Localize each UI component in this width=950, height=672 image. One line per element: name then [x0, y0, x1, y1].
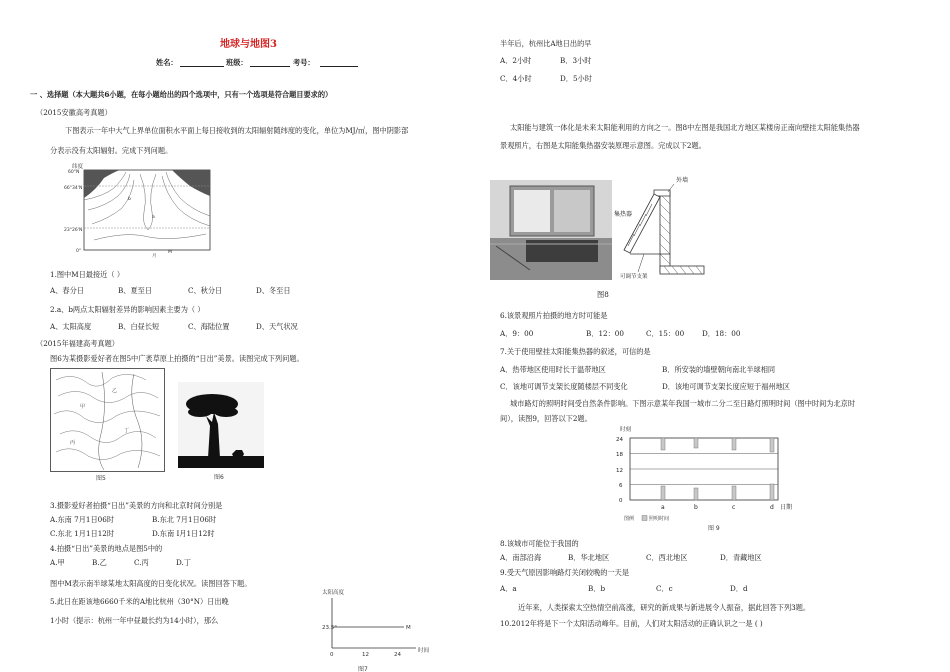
- svg-text:丙: 丙: [70, 440, 76, 446]
- class-field[interactable]: [250, 66, 290, 67]
- q2-option[interactable]: D、天气状况: [256, 322, 298, 331]
- fig9-legend-item: 照明时间: [649, 516, 670, 522]
- q1-option[interactable]: B、夏至日: [118, 286, 153, 295]
- q8-option[interactable]: A．南部沿海: [500, 553, 542, 562]
- fig1-point-label: b: [128, 197, 131, 202]
- radiation-latitude-figure: [44, 160, 244, 260]
- fig1-tick: 23°26'N: [64, 228, 83, 233]
- topographic-map-figure: [50, 368, 165, 482]
- q7-option[interactable]: B．所安装的墙壁朝向南北半球相同: [662, 365, 776, 374]
- solar-collector-photo: [490, 180, 612, 280]
- bracket-label: 可调节支架: [620, 274, 648, 280]
- fig9-y-tick: 12: [616, 468, 623, 474]
- fig9-morning-bar-a: [661, 486, 665, 500]
- svg-text:甲: 甲: [80, 404, 86, 410]
- fig7-x-tick: 24: [394, 652, 401, 658]
- fig7-xlabel: 时间: [418, 648, 430, 654]
- fig7-caption: 图7: [358, 666, 368, 672]
- q7-option[interactable]: C．该地可调节支架长度随楼层不同变化: [500, 382, 628, 391]
- question-5-part-b: 1小时（提示：杭州一年中昼最长约为14小时），那么: [50, 616, 219, 625]
- fig8-caption: 图8: [597, 290, 609, 299]
- question-10: 10.2012年将是下一个太阳活动峰年。目前，人们对太阳活动的正确认识之一是 ( ): [500, 619, 763, 628]
- svg-text:丁: 丁: [124, 428, 130, 434]
- question-5-part-c: 半年后，杭州比A地日出的早: [500, 39, 592, 48]
- street-light-chart: [608, 422, 822, 534]
- svg-text:乙: 乙: [112, 388, 118, 394]
- q6-option[interactable]: A．9：00: [500, 329, 534, 338]
- fig9-x-tick: a: [661, 504, 665, 511]
- fig9-x-tick: d: [770, 504, 774, 511]
- fig9-x-tick: c: [732, 504, 736, 511]
- q1-option[interactable]: C、秋分日: [188, 286, 223, 295]
- q8-option[interactable]: D．青藏地区: [720, 553, 762, 562]
- fig1-point-label: a: [152, 215, 155, 220]
- fig9-morning-bar-c: [732, 486, 736, 500]
- solar-altitude-figure: [292, 586, 434, 672]
- fig9-evening-bar-b: [694, 438, 698, 448]
- fig5-caption: 图5: [96, 475, 106, 482]
- q2-option[interactable]: A、太阳高度: [50, 322, 92, 331]
- q1-option[interactable]: D、冬至日: [256, 286, 291, 295]
- source-2: （2015年福建高考真题）: [36, 339, 119, 348]
- q9-option[interactable]: A．a: [500, 584, 517, 593]
- q5-option[interactable]: A．2小时: [500, 56, 532, 65]
- fig9-legend-prefix: 图例: [624, 516, 635, 522]
- fig9-y-tick: 18: [616, 452, 623, 458]
- collector-installation-diagram: [614, 170, 724, 286]
- fig1-bottom-label: 月: [152, 254, 157, 259]
- fig1-tick: 60°N: [68, 170, 80, 175]
- fig1-tick: 66°34'N: [64, 186, 83, 191]
- q5-option[interactable]: C．4小时: [500, 74, 532, 83]
- intro-6: 近年来，人类探索太空热情空前高涨，研究的新成果与新进展令人振奋，据此回答下列3题。: [518, 603, 811, 612]
- q8-option[interactable]: C．西北地区: [646, 553, 688, 562]
- intro-4b: 景观照片，右图是太阳能集热器安装原理示意图。完成以下2题。: [500, 141, 706, 150]
- intro-3: 图中M表示南半球某地太阳高度的日变化状况。读图回答下题。: [50, 579, 252, 588]
- sunrise-photo-figure: [178, 382, 264, 482]
- fig9-caption: 图 9: [708, 525, 720, 532]
- fig9-y-tick: 6: [619, 483, 623, 489]
- q3-option[interactable]: B.东北 7月1日06时: [152, 515, 217, 524]
- q1-option[interactable]: A、春分日: [50, 286, 84, 295]
- intro-5a: 城市路灯的照明时间受自然条件影响。下图示意某年我国一城市二分二至日路灯照明时间（图中时间为北京时: [510, 399, 856, 408]
- q5-option[interactable]: D．5小时: [560, 74, 592, 83]
- intro-2: 图6为某摄影爱好者在图5中广袤草原上拍摄的“日出”美景。读图完成下列问题。: [50, 354, 304, 363]
- fig7-ylabel: 太阳高度: [322, 590, 345, 596]
- q6-option[interactable]: D．18：00: [702, 329, 741, 338]
- intro-5b: 间），读图9，回答以下2题。: [500, 414, 592, 423]
- fig9-legend-swatch: [642, 516, 647, 521]
- q2-option[interactable]: B、白昼长短: [118, 322, 160, 331]
- fig9-evening-bar-c: [732, 438, 736, 450]
- fig7-series-label: M: [406, 625, 411, 631]
- intro-1b: 分表示没有太阳辐射。完成下列问题。: [50, 146, 173, 155]
- q4-option[interactable]: B.乙: [92, 558, 107, 567]
- fig9-y-ticks: [616, 437, 623, 504]
- question-8: 8.该城市可能位于我国的: [500, 539, 579, 548]
- fig1-point-label: M: [168, 250, 172, 255]
- class-label: 班级：: [226, 58, 248, 67]
- section-heading: 一 、选择题（本大题共6小题，在每小题给出的四个选项中，只有一个选项是符合题目要求的）: [30, 90, 333, 99]
- intro-1a: 下图表示一年中大气上界单位面积水平面上每日接收到的太阳辐射随纬度的变化，单位为MJ/㎡，图中阴影部: [65, 126, 409, 135]
- fig7-angle-label: 23.5°: [322, 625, 337, 631]
- fig9-morning-bar-b: [694, 488, 698, 500]
- fig9-y-tick: 0: [619, 498, 623, 504]
- number-field[interactable]: [320, 66, 358, 67]
- fig9-evening-bar-d: [770, 438, 774, 452]
- q4-option[interactable]: D.丁: [176, 558, 191, 567]
- q6-option[interactable]: C．15：00: [646, 329, 685, 338]
- wall-label: 外墙: [676, 177, 689, 184]
- name-field[interactable]: [180, 66, 224, 67]
- question-4: 4.拍摄“日出”美景的地点是图5中的: [50, 544, 163, 553]
- q9-option[interactable]: C．c: [656, 584, 673, 593]
- fig7-x-tick: 0: [330, 652, 334, 658]
- question-7: 7.关于使用壁挂太阳能集热器的叙述，可信的是: [500, 347, 651, 356]
- q5-option[interactable]: B．3小时: [560, 56, 592, 65]
- question-2: 2.a、b两点太阳辐射差异的影响因素主要为（ ）: [50, 305, 205, 314]
- question-6: 6.该景观照片拍摄的地方时可能是: [500, 311, 608, 320]
- q3-option[interactable]: A.东南 7月1日06时: [50, 515, 114, 524]
- page-title: 地球与地图3: [220, 39, 277, 50]
- question-9: 9.受天气原因影响路灯关闭较晚的一天是: [500, 568, 630, 577]
- fig1-tick: 0°: [76, 249, 82, 254]
- fig9-evening-bar-a: [661, 438, 665, 450]
- q4-option[interactable]: A.甲: [50, 558, 65, 567]
- q8-option[interactable]: B．华北地区: [568, 553, 610, 562]
- question-5-part-a: 5.此日在距该地6660千米的A地比杭州（30°N）日出晚: [50, 597, 229, 606]
- q7-option[interactable]: D．该地可调节支架长度应短于福州地区: [662, 382, 790, 391]
- fig9-ylabel: 时刻: [620, 427, 632, 433]
- fig9-morning-bar-d: [770, 484, 774, 500]
- collector-label: 集热器: [614, 211, 633, 218]
- fig9-y-tick: 24: [616, 437, 623, 443]
- q3-option[interactable]: D.东南 I月1日12时: [152, 529, 215, 538]
- name-label: 姓名：: [156, 58, 178, 67]
- q4-option[interactable]: C.丙: [134, 558, 149, 567]
- q2-option[interactable]: C、海陆位置: [188, 322, 230, 331]
- q9-option[interactable]: D．d: [730, 584, 748, 593]
- q9-option[interactable]: B．b: [588, 584, 606, 593]
- q7-option[interactable]: A．热带地区使用时长于温带地区: [500, 365, 606, 374]
- q3-option[interactable]: C.东北 1月1日12时: [50, 529, 115, 538]
- question-3: 3.摄影爱好者拍摄“日出”美景的方向和北京时间分别是: [50, 501, 223, 510]
- question-1: 1.图中M日最接近（ ）: [50, 270, 125, 279]
- fig9-x-tick: b: [694, 504, 698, 511]
- intro-4a: 太阳能与建筑一体化是未来太阳能利用的方向之一。图8中左图是我国北方地区某楼房正南向壁挂太阳能集热器: [510, 123, 860, 132]
- fig7-x-tick: 12: [362, 652, 369, 658]
- fig1-ylabel: 纬度: [72, 164, 84, 170]
- q6-option[interactable]: B．12：00: [586, 329, 624, 338]
- source-1: （2015安徽高考真题）: [36, 108, 112, 117]
- fig6-caption: 图6: [214, 474, 224, 481]
- number-label: 考号：: [293, 58, 315, 67]
- fig9-xlabel: 日期: [780, 504, 793, 511]
